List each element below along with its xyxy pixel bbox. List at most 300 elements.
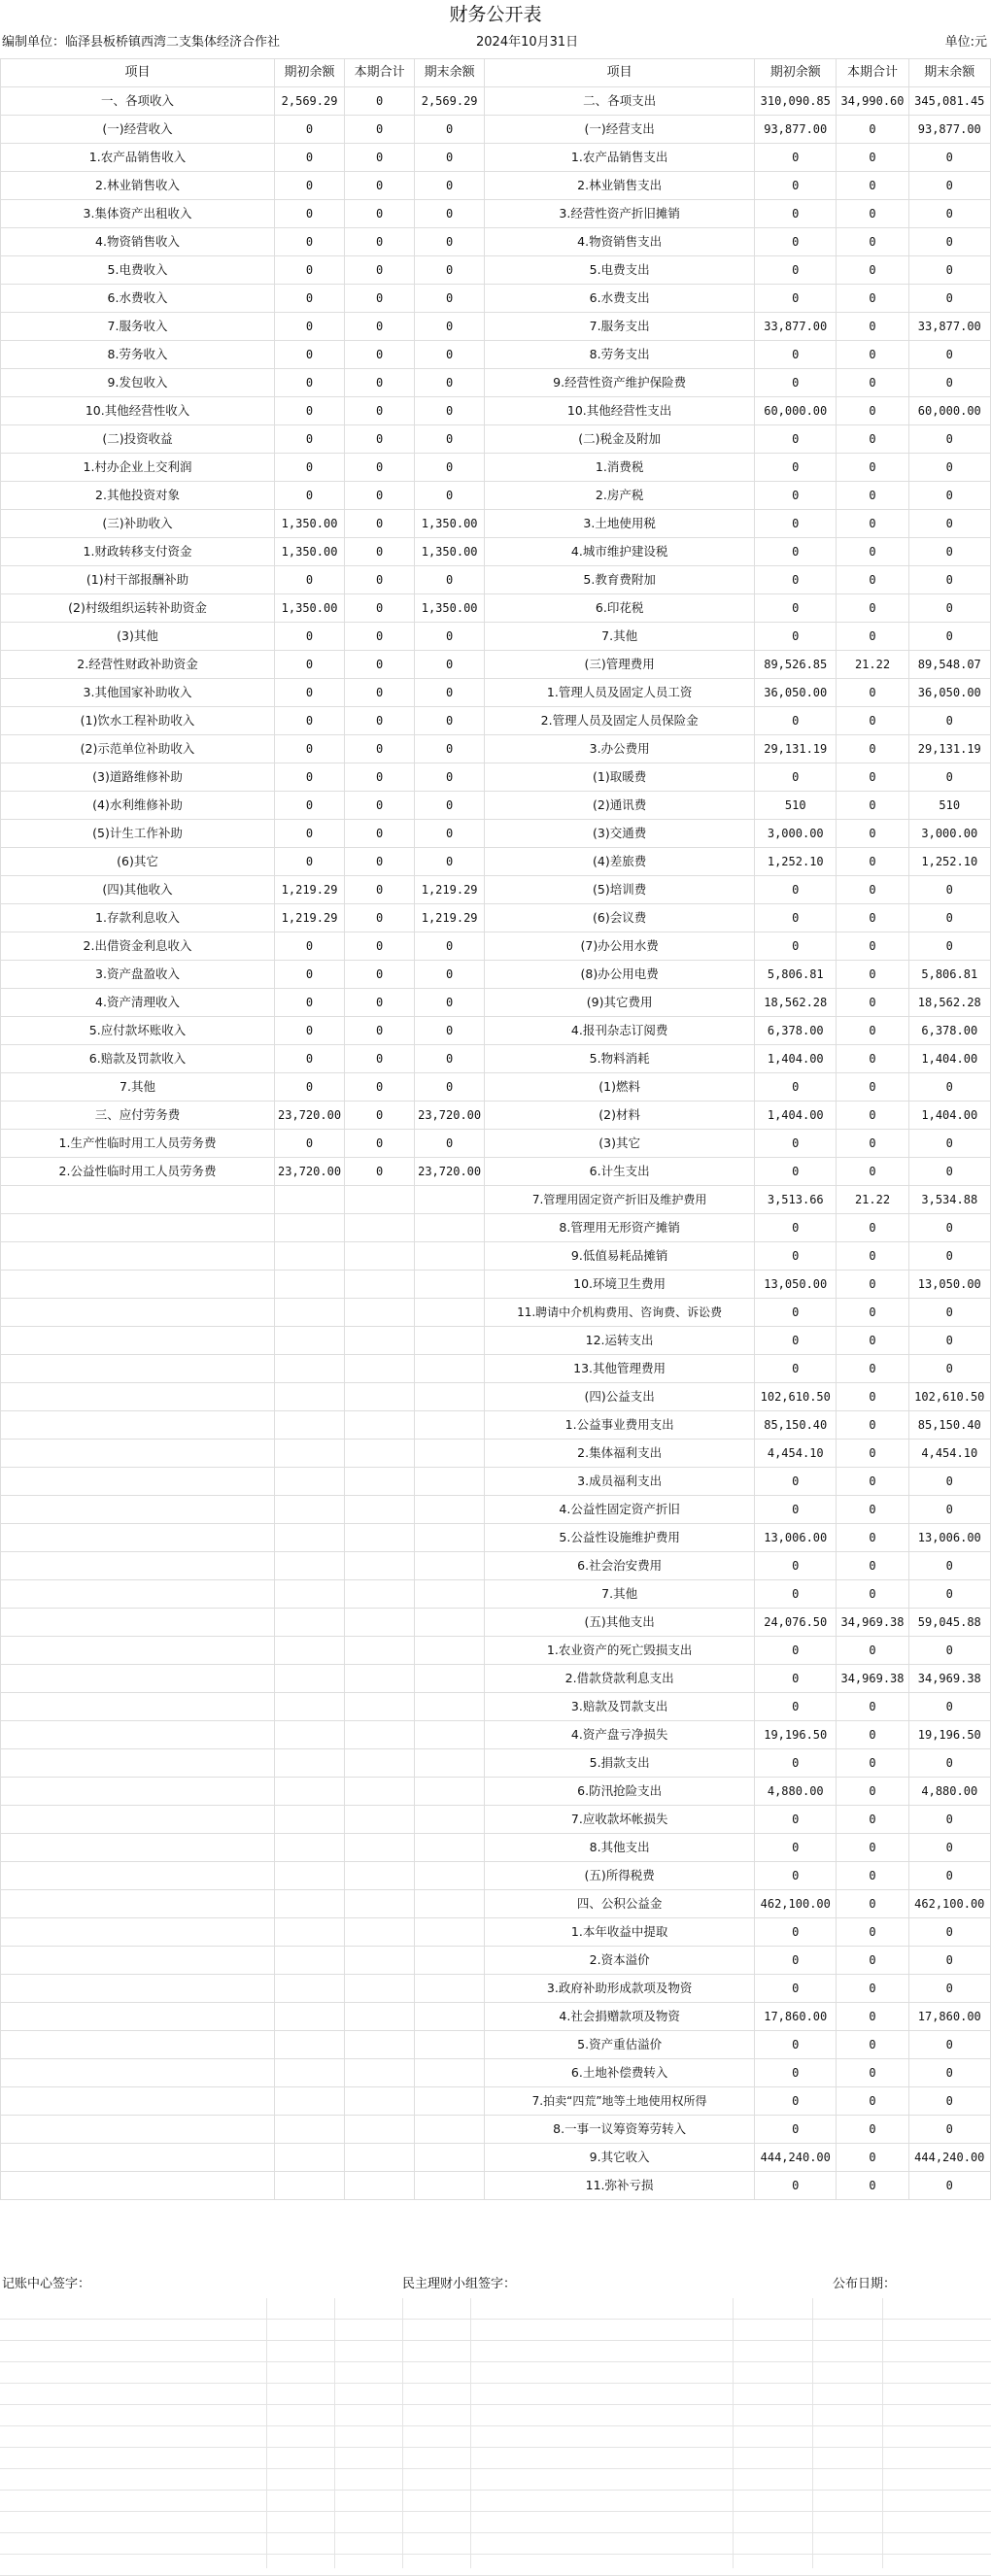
cell-item-left: [1, 1186, 275, 1214]
cell-closing-left: [415, 2144, 485, 2172]
cell-opening-right: 89,526.85: [755, 651, 837, 679]
cell-item-left: 1.生产性临时用工人员劳务费: [1, 1130, 275, 1158]
cell-period-left: [345, 1327, 415, 1355]
cell-item-left: [1, 1271, 275, 1299]
cell-item-right: (9)其它费用: [485, 989, 755, 1017]
cell-item-right: 7.其他: [485, 623, 755, 651]
cell-opening-left: [275, 1383, 345, 1411]
cell-opening-right: 0: [755, 1552, 837, 1580]
cell-item-left: (2)村级组织运转补助资金: [1, 594, 275, 623]
cell-opening-left: 0: [275, 1017, 345, 1045]
table-row: [1, 1271, 991, 1299]
cell-closing-right: 462,100.00: [908, 1890, 990, 1918]
cell-item-left: [1, 1383, 275, 1411]
cell-item-right: 8.劳务支出: [485, 341, 755, 369]
cell-item-left: [1, 1947, 275, 1975]
cell-closing-left: [415, 1806, 485, 1834]
cell-opening-left: [275, 1918, 345, 1947]
blank-row: [0, 2405, 991, 2426]
cell-period-right: 0: [837, 1102, 908, 1130]
cell-opening-left: [275, 1355, 345, 1383]
cell-opening-right: 0: [755, 1975, 837, 2003]
cell-closing-right: 5,806.81: [908, 961, 990, 989]
cell-period-left: [345, 1214, 415, 1242]
cell-item-right: 1.管理人员及固定人员工资: [485, 679, 755, 707]
cell-item-left: (6)其它: [1, 848, 275, 876]
cell-period-left: 0: [345, 1045, 415, 1073]
table-row: [1, 1580, 991, 1609]
cell-item-right: 10.其他经营性支出: [485, 397, 755, 425]
table-row: [1, 1186, 991, 1214]
cell-opening-right: 0: [755, 1496, 837, 1524]
cell-period-left: [345, 1609, 415, 1637]
cell-closing-right: 0: [908, 1158, 990, 1186]
table-row: [1, 735, 991, 763]
cell-item-left: [1, 1749, 275, 1778]
cell-period-left: 0: [345, 904, 415, 932]
cell-opening-right: 0: [755, 2116, 837, 2144]
cell-item-right: (6)会议费: [485, 904, 755, 932]
cell-opening-right: 0: [755, 763, 837, 792]
cell-item-right: 6.水费支出: [485, 285, 755, 313]
cell-opening-left: [275, 1693, 345, 1721]
cell-opening-right: 0: [755, 369, 837, 397]
cell-closing-left: [415, 1665, 485, 1693]
cell-period-left: 0: [345, 144, 415, 172]
cell-item-right: 3.成员福利支出: [485, 1468, 755, 1496]
table-row: [1, 763, 991, 792]
cell-period-left: [345, 1524, 415, 1552]
cell-item-right: 12.运转支出: [485, 1327, 755, 1355]
cell-closing-right: 0: [908, 1214, 990, 1242]
cell-opening-right: 0: [755, 1355, 837, 1383]
cell-opening-left: [275, 1721, 345, 1749]
cell-period-left: 0: [345, 1017, 415, 1045]
cell-opening-right: 4,880.00: [755, 1778, 837, 1806]
publish-date-label: 公布日期：: [833, 2277, 897, 2291]
cell-period-left: 0: [345, 679, 415, 707]
cell-closing-right: 0: [908, 285, 990, 313]
cell-opening-left: 0: [275, 341, 345, 369]
cell-opening-right: 0: [755, 566, 837, 594]
cell-item-left: [1, 1411, 275, 1440]
cell-item-left: 8.劳务收入: [1, 341, 275, 369]
cell-period-left: [345, 1299, 415, 1327]
cell-item-left: 3.其他国家补助收入: [1, 679, 275, 707]
cell-item-right: 1.公益事业费用支出: [485, 1411, 755, 1440]
cell-period-right: 0: [837, 1862, 908, 1890]
cell-opening-left: 1,219.29: [275, 904, 345, 932]
cell-period-left: [345, 2059, 415, 2087]
table-row: [1, 848, 991, 876]
header-closing-left: 期末余额: [415, 59, 485, 87]
cell-closing-left: [415, 1355, 485, 1383]
cell-opening-right: 13,006.00: [755, 1524, 837, 1552]
cell-period-right: 0: [837, 1468, 908, 1496]
cell-opening-right: 0: [755, 2087, 837, 2116]
cell-closing-left: [415, 2116, 485, 2144]
cell-opening-right: 0: [755, 2031, 837, 2059]
cell-closing-left: 0: [415, 989, 485, 1017]
cell-item-left: (三)补助收入: [1, 510, 275, 538]
cell-closing-right: 0: [908, 594, 990, 623]
cell-closing-left: [415, 1214, 485, 1242]
unit-label: 单位:元: [944, 35, 987, 50]
cell-item-left: [1, 1580, 275, 1609]
cell-opening-right: 0: [755, 932, 837, 961]
cell-period-left: 0: [345, 87, 415, 116]
cell-closing-left: 0: [415, 932, 485, 961]
cell-item-left: (5)计生工作补助: [1, 820, 275, 848]
cell-closing-right: 29,131.19: [908, 735, 990, 763]
cell-item-right: 7.管理用固定资产折旧及维护费用: [485, 1186, 755, 1214]
table-row: [1, 144, 991, 172]
cell-closing-left: [415, 1411, 485, 1440]
cell-item-left: [1, 1918, 275, 1947]
cell-item-left: [1, 1468, 275, 1496]
cell-period-right: 0: [837, 1947, 908, 1975]
cell-item-left: 7.服务收入: [1, 313, 275, 341]
cell-opening-left: 0: [275, 707, 345, 735]
cell-period-right: 0: [837, 2144, 908, 2172]
cell-period-right: 0: [837, 707, 908, 735]
cell-opening-left: 0: [275, 425, 345, 454]
cell-period-right: 0: [837, 1721, 908, 1749]
cell-opening-left: [275, 1580, 345, 1609]
table-row: [1, 2172, 991, 2200]
cell-closing-left: [415, 1778, 485, 1806]
table-row: [1, 341, 991, 369]
cell-opening-right: 33,877.00: [755, 313, 837, 341]
cell-period-left: 0: [345, 397, 415, 425]
cell-period-right: 0: [837, 989, 908, 1017]
cell-item-right: 5.教育费附加: [485, 566, 755, 594]
cell-opening-left: 0: [275, 256, 345, 285]
cell-item-left: [1, 2059, 275, 2087]
cell-period-right: 0: [837, 1806, 908, 1834]
cell-opening-right: 462,100.00: [755, 1890, 837, 1918]
cell-opening-right: 0: [755, 256, 837, 285]
cell-period-left: [345, 2144, 415, 2172]
table-row: [1, 397, 991, 425]
cell-period-right: 0: [837, 1271, 908, 1299]
cell-opening-right: 0: [755, 1158, 837, 1186]
cell-item-left: [1, 2172, 275, 2200]
cell-closing-left: 0: [415, 313, 485, 341]
cell-opening-left: 0: [275, 285, 345, 313]
cell-opening-right: 0: [755, 510, 837, 538]
table-row: [1, 1975, 991, 2003]
cell-closing-left: 0: [415, 679, 485, 707]
cell-opening-right: 0: [755, 2172, 837, 2200]
cell-item-left: [1, 1665, 275, 1693]
cell-period-right: 0: [837, 482, 908, 510]
cell-period-right: 0: [837, 876, 908, 904]
table-row: [1, 1496, 991, 1524]
cell-closing-left: [415, 1524, 485, 1552]
cell-opening-left: [275, 1665, 345, 1693]
header-opening-left: 期初余额: [275, 59, 345, 87]
cell-item-left: [1, 2087, 275, 2116]
cell-closing-left: 0: [415, 454, 485, 482]
cell-period-right: 0: [837, 1355, 908, 1383]
cell-closing-left: [415, 1721, 485, 1749]
cell-item-right: 2.林业销售支出: [485, 172, 755, 200]
cell-closing-left: [415, 1834, 485, 1862]
cell-period-right: 21.22: [837, 1186, 908, 1214]
cell-item-left: 1.村办企业上交利润: [1, 454, 275, 482]
cell-closing-right: 0: [908, 1130, 990, 1158]
cell-closing-left: 2,569.29: [415, 87, 485, 116]
cell-opening-left: [275, 2059, 345, 2087]
table-row: [1, 1130, 991, 1158]
cell-item-right: 4.物资销售支出: [485, 228, 755, 256]
cell-item-left: 5.应付款坏账收入: [1, 1017, 275, 1045]
cell-opening-left: [275, 1552, 345, 1580]
cell-opening-left: 1,219.29: [275, 876, 345, 904]
cell-item-left: [1, 2031, 275, 2059]
cell-item-right: (3)交通费: [485, 820, 755, 848]
cell-item-right: 13.其他管理费用: [485, 1355, 755, 1383]
cell-item-right: 6.土地补偿费转入: [485, 2059, 755, 2087]
cell-period-left: [345, 1355, 415, 1383]
cell-opening-left: [275, 1186, 345, 1214]
cell-period-left: 0: [345, 425, 415, 454]
cell-period-left: 0: [345, 735, 415, 763]
table-row: [1, 1355, 991, 1383]
cell-closing-left: 0: [415, 792, 485, 820]
blank-divider: [266, 2298, 267, 2568]
cell-opening-right: 0: [755, 200, 837, 228]
cell-closing-right: 0: [908, 256, 990, 285]
table-row: [1, 1834, 991, 1862]
cell-opening-left: [275, 2087, 345, 2116]
cell-item-left: 4.资产清理收入: [1, 989, 275, 1017]
table-row: [1, 1918, 991, 1947]
cell-closing-right: 1,404.00: [908, 1102, 990, 1130]
cell-period-right: 0: [837, 1299, 908, 1327]
table-row: [1, 1609, 991, 1637]
cell-closing-left: 1,219.29: [415, 876, 485, 904]
cell-closing-left: [415, 1890, 485, 1918]
table-row: [1, 454, 991, 482]
cell-period-right: 0: [837, 1693, 908, 1721]
cell-item-right: 3.土地使用税: [485, 510, 755, 538]
cell-opening-left: 0: [275, 763, 345, 792]
cell-item-right: 3.政府补助形成款项及物资: [485, 1975, 755, 2003]
cell-closing-left: 0: [415, 566, 485, 594]
cell-opening-left: 0: [275, 200, 345, 228]
cell-opening-right: 1,404.00: [755, 1045, 837, 1073]
cell-period-right: 0: [837, 1778, 908, 1806]
cell-period-left: 0: [345, 594, 415, 623]
cell-item-left: (2)示范单位补助收入: [1, 735, 275, 763]
cell-period-left: [345, 1552, 415, 1580]
table-row: [1, 538, 991, 566]
cell-period-right: 0: [837, 2031, 908, 2059]
cell-period-right: 0: [837, 425, 908, 454]
cell-item-left: 1.存款利息收入: [1, 904, 275, 932]
cell-period-left: [345, 1496, 415, 1524]
cell-item-right: 6.防汛抢险支出: [485, 1778, 755, 1806]
cell-opening-left: 2,569.29: [275, 87, 345, 116]
cell-item-right: 9.经营性资产维护保险费: [485, 369, 755, 397]
cell-opening-left: 0: [275, 116, 345, 144]
cell-item-right: 7.其他: [485, 1580, 755, 1609]
blank-rows: [0, 2298, 991, 2576]
cell-period-right: 21.22: [837, 651, 908, 679]
cell-period-left: 0: [345, 1158, 415, 1186]
cell-item-left: [1, 1496, 275, 1524]
blank-row: [0, 2341, 991, 2362]
cell-period-right: 0: [837, 1440, 908, 1468]
table-row: [1, 1440, 991, 1468]
cell-period-right: 0: [837, 1383, 908, 1411]
cell-item-left: [1, 1299, 275, 1327]
cell-opening-left: [275, 1806, 345, 1834]
cell-opening-right: 0: [755, 538, 837, 566]
cell-period-right: 0: [837, 172, 908, 200]
cell-item-right: 6.社会治安费用: [485, 1552, 755, 1580]
table-row: [1, 200, 991, 228]
cell-closing-left: 0: [415, 482, 485, 510]
cell-period-right: 0: [837, 1975, 908, 2003]
cell-item-right: 5.物料消耗: [485, 1045, 755, 1073]
cell-closing-left: [415, 2087, 485, 2116]
cell-closing-right: 0: [908, 566, 990, 594]
cell-closing-left: [415, 1947, 485, 1975]
table-row: [1, 961, 991, 989]
cell-period-left: 0: [345, 256, 415, 285]
cell-item-right: 2.管理人员及固定人员保险金: [485, 707, 755, 735]
cell-closing-right: 0: [908, 1975, 990, 2003]
cell-opening-right: 3,513.66: [755, 1186, 837, 1214]
cell-closing-right: 0: [908, 1806, 990, 1834]
cell-item-left: [1, 1778, 275, 1806]
cell-closing-right: 59,045.88: [908, 1609, 990, 1637]
cell-closing-left: 0: [415, 200, 485, 228]
cell-item-left: (四)其他收入: [1, 876, 275, 904]
table-row: [1, 1806, 991, 1834]
table-row: [1, 2116, 991, 2144]
cell-item-right: (5)培训费: [485, 876, 755, 904]
blank-divider: [733, 2298, 734, 2568]
blank-row: [0, 2469, 991, 2491]
cell-period-right: 0: [837, 792, 908, 820]
cell-opening-left: 0: [275, 1130, 345, 1158]
cell-closing-left: 1,350.00: [415, 538, 485, 566]
cell-period-right: 0: [837, 1158, 908, 1186]
cell-opening-left: 0: [275, 369, 345, 397]
table-row: [1, 820, 991, 848]
table-row: [1, 876, 991, 904]
cell-item-left: 2.林业销售收入: [1, 172, 275, 200]
cell-closing-right: 89,548.07: [908, 651, 990, 679]
cell-opening-right: 0: [755, 1242, 837, 1271]
cell-closing-left: [415, 1242, 485, 1271]
cell-item-right: 9.其它收入: [485, 2144, 755, 2172]
cell-period-right: 0: [837, 679, 908, 707]
accounting-center-signature: 记账中心签字：: [2, 2277, 91, 2291]
cell-item-right: 4.公益性固定资产折旧: [485, 1496, 755, 1524]
cell-item-left: 2.其他投资对象: [1, 482, 275, 510]
cell-closing-left: [415, 1693, 485, 1721]
cell-opening-left: [275, 1214, 345, 1242]
cell-opening-right: 0: [755, 1918, 837, 1947]
cell-closing-left: 0: [415, 285, 485, 313]
cell-opening-right: 0: [755, 482, 837, 510]
cell-closing-left: 0: [415, 256, 485, 285]
cell-opening-left: [275, 1496, 345, 1524]
table-row: [1, 1468, 991, 1496]
cell-period-left: [345, 2003, 415, 2031]
cell-opening-left: 0: [275, 566, 345, 594]
cell-period-left: 0: [345, 989, 415, 1017]
cell-closing-left: 1,219.29: [415, 904, 485, 932]
cell-item-right: 4.城市维护建设税: [485, 538, 755, 566]
cell-item-right: 3.经营性资产折旧摊销: [485, 200, 755, 228]
table-row: [1, 2031, 991, 2059]
cell-period-right: 0: [837, 1580, 908, 1609]
cell-item-left: [1, 1552, 275, 1580]
blank-row: [0, 2362, 991, 2384]
cell-period-right: 0: [837, 904, 908, 932]
table-row: [1, 228, 991, 256]
table-row: [1, 256, 991, 285]
cell-period-right: 0: [837, 735, 908, 763]
table-row: [1, 792, 991, 820]
cell-closing-right: 345,081.45: [908, 87, 990, 116]
cell-opening-left: 0: [275, 735, 345, 763]
cell-closing-right: 0: [908, 482, 990, 510]
cell-opening-left: [275, 1271, 345, 1299]
cell-closing-right: 0: [908, 2116, 990, 2144]
cell-closing-left: [415, 1552, 485, 1580]
cell-period-right: 0: [837, 228, 908, 256]
cell-item-left: [1, 1693, 275, 1721]
cell-period-right: 0: [837, 369, 908, 397]
cell-closing-right: 93,877.00: [908, 116, 990, 144]
cell-opening-right: 18,562.28: [755, 989, 837, 1017]
table-row: [1, 1045, 991, 1073]
cell-opening-right: 0: [755, 1299, 837, 1327]
cell-closing-left: 0: [415, 707, 485, 735]
cell-closing-left: 0: [415, 1130, 485, 1158]
cell-period-left: [345, 1918, 415, 1947]
cell-closing-left: 0: [415, 369, 485, 397]
cell-period-right: 0: [837, 1918, 908, 1947]
cell-item-right: (2)材料: [485, 1102, 755, 1130]
cell-period-right: 0: [837, 1017, 908, 1045]
table-row: [1, 116, 991, 144]
blank-row: [0, 2384, 991, 2405]
cell-period-right: 0: [837, 256, 908, 285]
finance-table: [0, 58, 991, 2200]
blank-row: [0, 2533, 991, 2555]
cell-period-right: 0: [837, 341, 908, 369]
cell-period-left: 0: [345, 763, 415, 792]
cell-closing-right: 102,610.50: [908, 1383, 990, 1411]
table-row: [1, 1017, 991, 1045]
cell-item-right: 二、各项支出: [485, 87, 755, 116]
cell-item-right: (一)经营支出: [485, 116, 755, 144]
header-period-left: 本期合计: [345, 59, 415, 87]
cell-closing-left: 0: [415, 763, 485, 792]
cell-opening-right: 0: [755, 1749, 837, 1778]
cell-item-left: 2.公益性临时用工人员劳务费: [1, 1158, 275, 1186]
cell-closing-right: 13,050.00: [908, 1271, 990, 1299]
cell-opening-right: 0: [755, 1947, 837, 1975]
